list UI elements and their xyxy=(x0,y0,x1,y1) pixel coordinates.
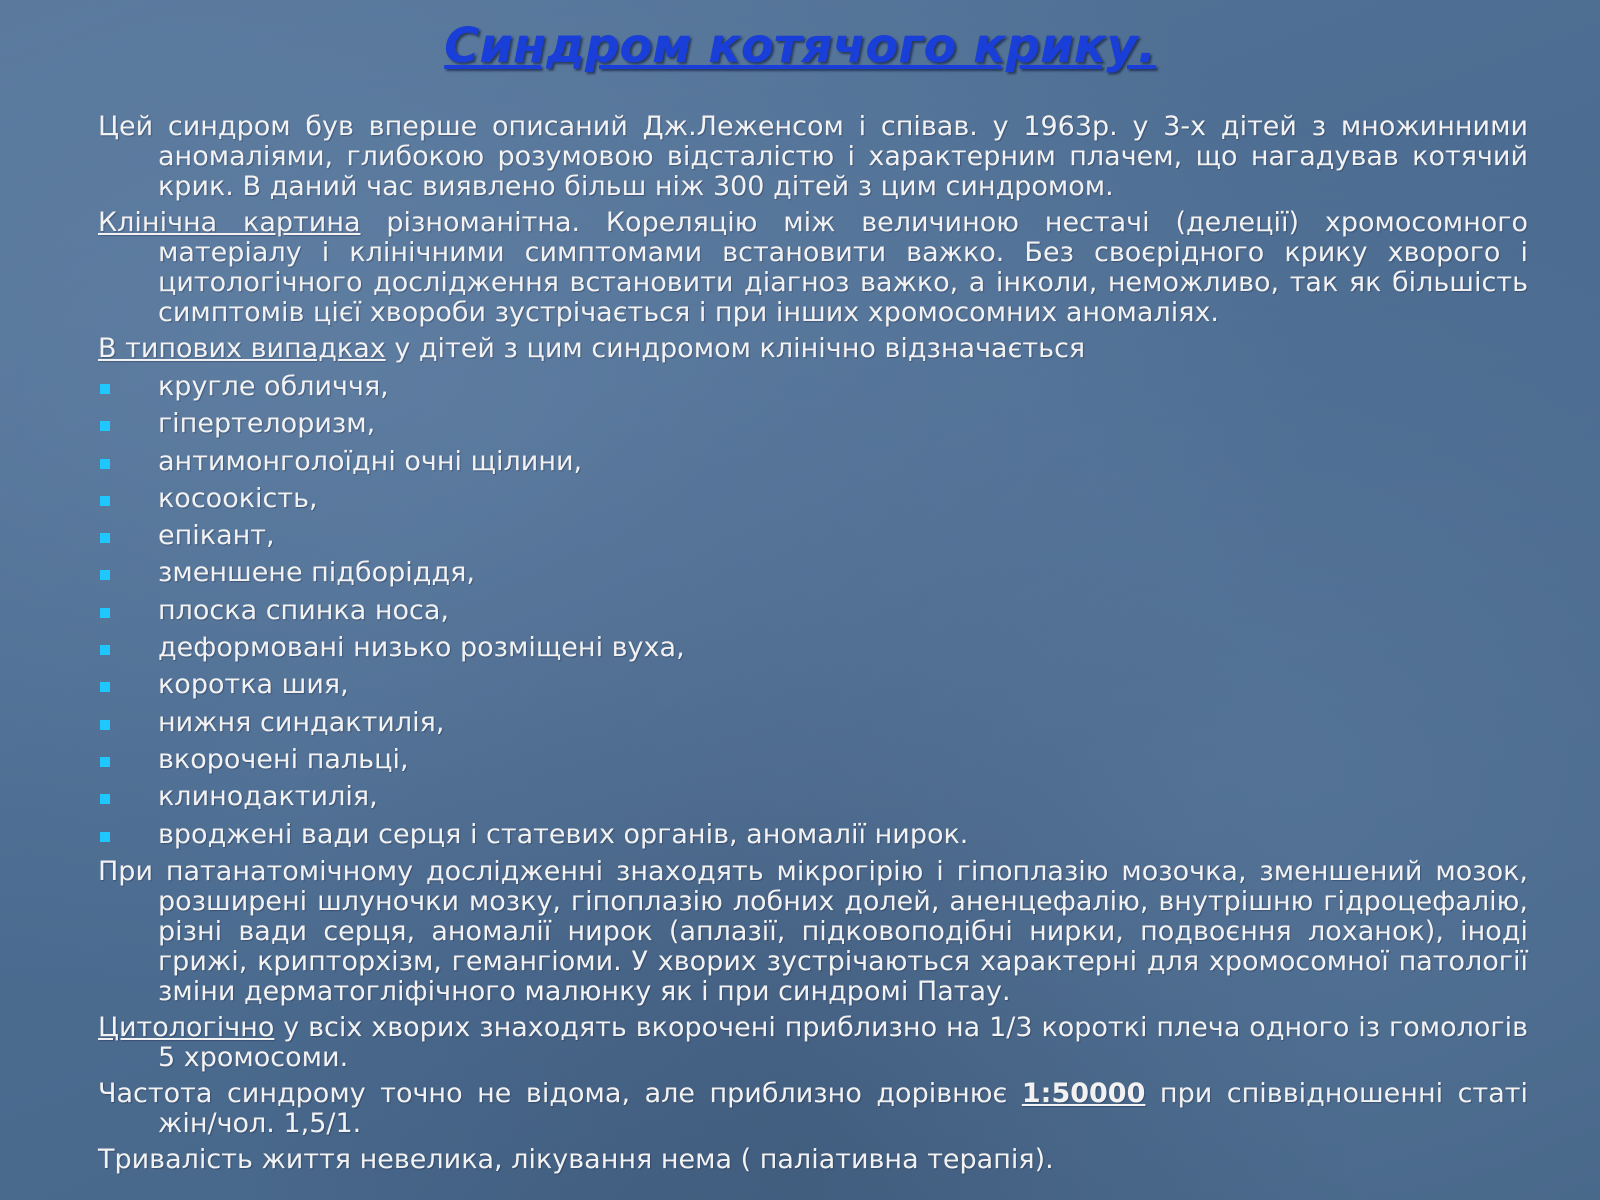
intro-text: Цей синдром був вперше описаний Дж.Леженсом і співав. у 1963р. у 3-х дітей з множинними аномаліями, глибокою розумовою відсталістю і характерним плачем, що нагадував котячий крик. В даний час виявлено більш ніж 300 дітей з цим синдромом. xyxy=(98,111,1528,202)
list-item-text: нижня синдактилія, xyxy=(158,706,445,738)
list-item-text: антимонголоїдні очні щілини, xyxy=(158,445,583,477)
bullet-icon xyxy=(100,533,110,543)
bullet-icon xyxy=(100,757,110,767)
bullet-icon xyxy=(100,496,110,506)
list-item-text: плоска спинка носа, xyxy=(158,594,449,626)
list-item-text: вроджені вади серця і статевих органів, аномалії нирок. xyxy=(158,818,969,850)
slide-content xyxy=(98,112,1528,1181)
bullet-icon xyxy=(100,794,110,804)
list-item xyxy=(98,558,1528,595)
cytology-heading: Цитологічно xyxy=(98,1011,275,1043)
list-item xyxy=(98,409,1528,446)
frequency-text-before: Частота синдрому точно не відома, але приблизно дорівнює xyxy=(98,1077,1022,1109)
list-item-text: епікант, xyxy=(158,520,275,552)
list-item-text: кругле обличчя, xyxy=(158,371,389,402)
list-item-text: косоокість, xyxy=(158,482,318,514)
list-item xyxy=(98,484,1528,521)
lifespan-text: Тривалість життя невелика, лікування нема ( паліативна терапія). xyxy=(98,1143,1054,1175)
list-item xyxy=(98,782,1528,819)
bullet-icon xyxy=(100,608,110,618)
clinical-text: різноманітна. Кореляцію між величиною нестачі (делеції) хромосомного матеріалу і клінічними симптомами встановити важко. Без своєрідного крику хворого і цитологічного дослідження встановити діагноз важко, а інколи, неможливо, так як більшість симптомів цієї хвороби зустрічається і при інших хромосомних аномаліях. xyxy=(158,207,1528,328)
slide-title: Синдром котячого крику. xyxy=(444,18,1156,74)
frequency-text-after: при співвідношенні статі жін/чол. 1,5/1. xyxy=(158,1077,1528,1139)
list-item xyxy=(98,447,1528,484)
list-item-text: коротка шия, xyxy=(158,669,349,701)
list-item xyxy=(98,670,1528,707)
list-item xyxy=(98,745,1528,782)
list-item-text: гіпертелоризм, xyxy=(158,408,376,440)
bullet-icon xyxy=(100,832,110,842)
list-item-text: вкорочені пальці, xyxy=(158,743,409,775)
list-item-text: клинодактилія, xyxy=(158,781,378,813)
list-item xyxy=(98,820,1528,857)
frequency-paragraph xyxy=(98,1079,1528,1139)
list-item xyxy=(98,633,1528,670)
bullet-icon xyxy=(100,384,110,394)
bullet-icon xyxy=(100,645,110,655)
frequency-value: 1:50000 xyxy=(1021,1077,1146,1109)
bullet-icon xyxy=(100,682,110,692)
list-item xyxy=(98,372,1528,409)
typical-cases-paragraph xyxy=(98,334,1528,364)
clinical-heading: Клінічна картина xyxy=(98,207,361,238)
cytology-paragraph xyxy=(98,1013,1528,1073)
list-item xyxy=(98,708,1528,745)
bullet-icon xyxy=(100,459,110,469)
list-item xyxy=(98,596,1528,633)
intro-paragraph xyxy=(98,112,1528,202)
pathology-paragraph xyxy=(98,857,1528,1007)
list-item xyxy=(98,521,1528,558)
clinical-paragraph xyxy=(98,208,1528,328)
cytology-text: у всіх хворих знаходять вкорочені приблизно на 1/3 короткі плеча одного із гомологів 5 хромосоми. xyxy=(158,1011,1528,1073)
bullet-icon xyxy=(100,720,110,730)
lifespan-paragraph xyxy=(98,1145,1528,1175)
bullet-icon xyxy=(100,570,110,580)
list-item-text: зменшене підборіддя, xyxy=(158,557,475,589)
typical-cases-text: у дітей з цим синдромом клінічно відзначається xyxy=(385,333,1086,364)
symptom-list xyxy=(98,372,1528,857)
list-item-text: деформовані низько розміщені вуха, xyxy=(158,632,685,664)
bullet-icon xyxy=(100,421,110,431)
typical-cases-heading: В типових випадках xyxy=(98,333,386,364)
pathology-text: При патанатомічному дослідженні знаходять мікрогірію і гіпоплазію мозочка, зменшений мозок, розширені шлуночки мозку, гіпоплазію лобних долей, аненцефалію, внутрішню гідроцефалію, різні вади серця, аномалії нирок (аплазії, підковоподібні нирки, подвоєння лоханок), іноді грижі, крипторхізм, гемангіоми. У хворих зустрічаються характерні для хромосомної патології зміни дерматогліфічного малюнку як і при синдромі Патау. xyxy=(98,855,1528,1007)
